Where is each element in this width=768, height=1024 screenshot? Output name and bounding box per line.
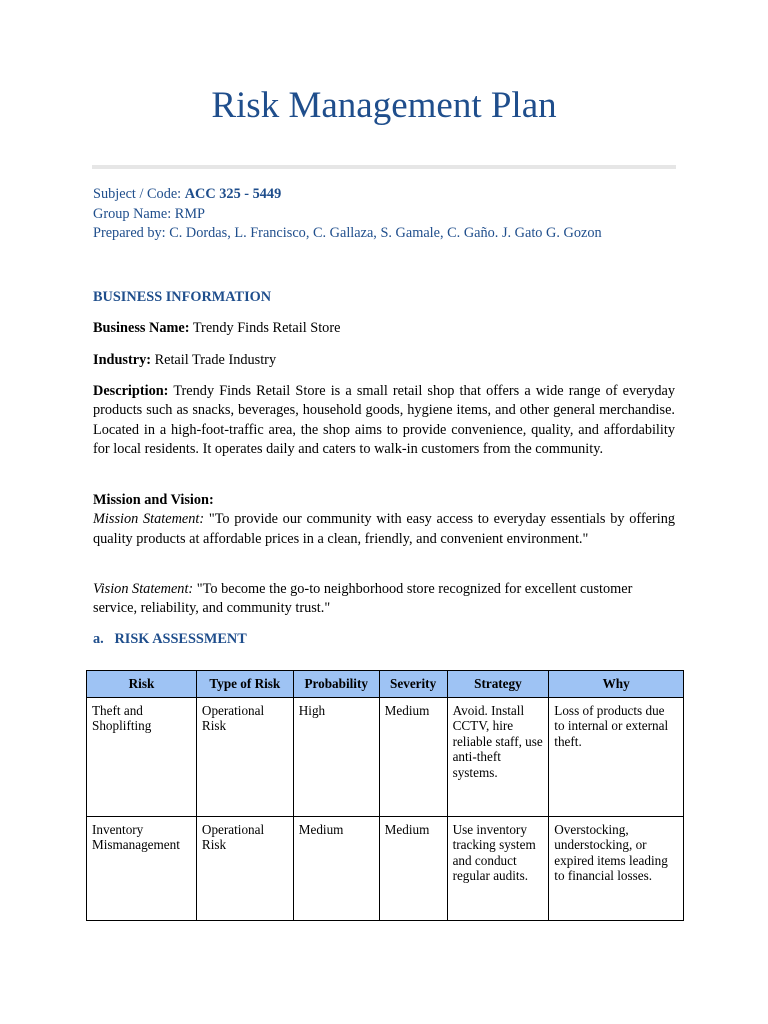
prepared-by-line: Prepared by: C. Dordas, L. Francisco, C. Gallaza, S. Gamale, C. Gaño. J. Gato G. Gozon [93, 225, 602, 241]
subject-line [93, 185, 602, 205]
description-paragraph [93, 382, 675, 459]
column-header-risk: Risk [87, 671, 197, 698]
cell-risk: Inventory Mismanagement [87, 817, 197, 921]
table-row [87, 698, 684, 817]
document-meta [93, 185, 602, 244]
table-header-row [87, 671, 684, 698]
cell-why: Overstocking, understocking, or expired items leading to financial losses. [549, 817, 684, 921]
cell-why: Loss of products due to internal or external theft. [549, 698, 684, 817]
column-header-type: Type of Risk [196, 671, 293, 698]
vision-paragraph [93, 580, 633, 619]
subject-label: Subject / Code: [93, 186, 185, 202]
business-name-label: Business Name: [93, 320, 190, 336]
cell-strategy: Use inventory tracking system and conduct regular audits. [447, 817, 549, 921]
title-divider [92, 165, 676, 169]
column-header-strategy: Strategy [447, 671, 549, 698]
business-name-line [93, 319, 675, 338]
cell-severity: Medium [379, 817, 447, 921]
mission-text: "To provide our community with easy access to everyday essentials by offering quality products at affordable prices in a clean, friendly, and convenient environment." [93, 511, 675, 547]
business-name-value: Trendy Finds Retail Store [189, 320, 341, 336]
cell-strategy: Avoid. Install CCTV, hire reliable staff, use anti-theft systems. [447, 698, 549, 817]
subject-code: ACC 325 - 5449 [184, 186, 282, 202]
cell-probability: High [293, 698, 379, 817]
industry-label: Industry: [93, 352, 151, 368]
risk-assessment-table [86, 670, 684, 921]
cell-type: Operational Risk [196, 817, 293, 921]
group-line: Group Name: RMP [93, 205, 205, 222]
mission-vision-block [93, 491, 675, 549]
cell-severity: Medium [379, 698, 447, 817]
cell-type: Operational Risk [196, 698, 293, 817]
document-title: Risk Management Plan [211, 85, 557, 126]
description-label: Description: [93, 383, 169, 399]
risk-assessment-heading: a. RISK ASSESSMENT [93, 631, 247, 647]
vision-label: Vision Statement: [93, 581, 194, 597]
cell-probability: Medium [293, 817, 379, 921]
vision-text: "To become the go-to neighborhood store recognized for excellent customer service, reliability, and community trust." [93, 581, 633, 617]
industry-line [93, 351, 675, 370]
column-header-probability: Probability [293, 671, 379, 698]
table-row [87, 817, 684, 921]
description-text: Trendy Finds Retail Store is a small retail shop that offers a wide range of everyday products such as snacks, beverages, household goods, hygiene items, and other general merchandise. Located in a high-foot-traffic area, the shop aims to provide convenience, quality, and affordability for local residents. It operates daily and caters to walk-in customers from the community. [93, 383, 675, 457]
column-header-severity: Severity [379, 671, 447, 698]
column-header-why: Why [549, 671, 684, 698]
mission-vision-heading: Mission and Vision: [93, 492, 214, 508]
mission-label: Mission Statement: [93, 511, 205, 528]
business-info-heading: BUSINESS INFORMATION [93, 289, 272, 305]
cell-risk: Theft and Shoplifting [87, 698, 197, 817]
industry-value: Retail Trade Industry [151, 352, 277, 368]
